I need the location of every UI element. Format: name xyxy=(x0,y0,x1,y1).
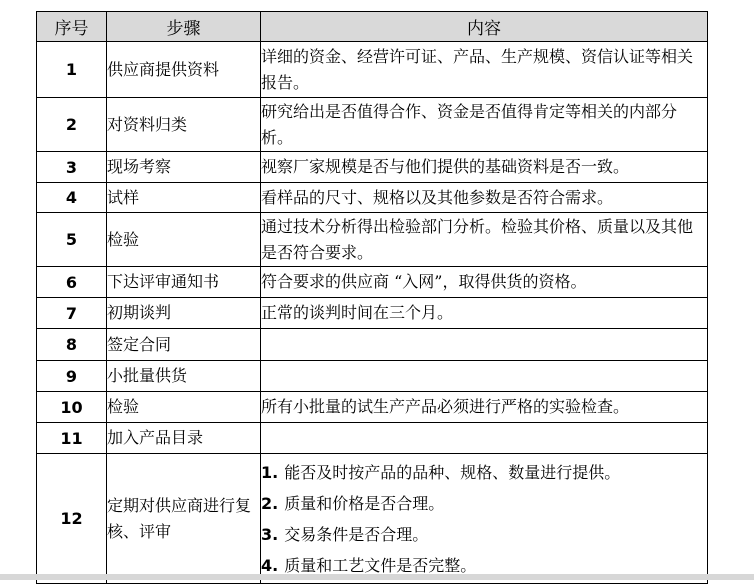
table-row xyxy=(37,361,708,392)
row-number: 8 xyxy=(37,329,107,361)
review-criteria-list xyxy=(261,457,707,581)
table-row xyxy=(37,42,708,98)
row-step: 下达评审通知书 xyxy=(107,267,261,298)
row-number: 7 xyxy=(37,298,107,329)
row-step: 供应商提供资料 xyxy=(107,42,261,98)
row-content: 符合要求的供应商 “入网”，取得供货的资格。 xyxy=(261,267,708,298)
row-number: 3 xyxy=(37,152,107,183)
row-content: 研究给出是否值得合作、资金是否值得肯定等相关的内部分析。 xyxy=(261,98,708,152)
row-content: 看样品的尺寸、规格以及其他参数是否符合需求。 xyxy=(261,183,708,213)
table-row xyxy=(37,454,708,584)
row-step: 初期谈判 xyxy=(107,298,261,329)
row-content: 视察厂家规模是否与他们提供的基础资料是否一致。 xyxy=(261,152,708,183)
header-content: 内容 xyxy=(261,12,708,42)
list-item-text: 交易条件是否合理。 xyxy=(284,524,429,544)
row-step: 对资料归类 xyxy=(107,98,261,152)
table-row xyxy=(37,213,708,267)
row-step: 试样 xyxy=(107,183,261,213)
row-step: 现场考察 xyxy=(107,152,261,183)
list-item-text: 质量和工艺文件是否完整。 xyxy=(284,555,477,575)
table-row xyxy=(37,392,708,423)
list-item-text: 能否及时按产品的品种、规格、数量进行提供。 xyxy=(284,462,621,482)
row-step: 小批量供货 xyxy=(107,361,261,392)
row-content: 通过技术分析得出检验部门分析。检验其价格、质量以及其他是否符合要求。 xyxy=(261,213,708,267)
list-item-number: 1. xyxy=(261,462,279,482)
table-row xyxy=(37,267,708,298)
row-content: 正常的谈判时间在三个月。 xyxy=(261,298,708,329)
row-step: 检验 xyxy=(107,392,261,423)
row-content xyxy=(261,361,708,392)
row-number: 1 xyxy=(37,42,107,98)
list-item xyxy=(261,457,707,488)
row-number: 12 xyxy=(37,454,107,584)
table-row xyxy=(37,423,708,454)
row-number: 5 xyxy=(37,213,107,267)
list-item-number: 2. xyxy=(261,493,279,513)
list-item-number: 3. xyxy=(261,524,279,544)
table-row xyxy=(37,298,708,329)
table-row xyxy=(37,183,708,213)
table-row xyxy=(37,152,708,183)
header-row xyxy=(37,12,708,42)
row-number: 4 xyxy=(37,183,107,213)
row-content xyxy=(261,329,708,361)
header-number: 序号 xyxy=(37,12,107,42)
table-row xyxy=(37,98,708,152)
row-content xyxy=(261,454,708,584)
row-step: 检验 xyxy=(107,213,261,267)
row-number: 2 xyxy=(37,98,107,152)
row-content: 所有小批量的试生产产品必须进行严格的实验检查。 xyxy=(261,392,708,423)
list-item xyxy=(261,488,707,519)
bottom-scroll-strip xyxy=(0,574,754,580)
row-number: 11 xyxy=(37,423,107,454)
row-content: 详细的资金、经营许可证、产品、生产规模、资信认证等相关报告。 xyxy=(261,42,708,98)
list-item xyxy=(261,519,707,550)
list-item-text: 质量和价格是否合理。 xyxy=(284,493,445,513)
table-row xyxy=(37,329,708,361)
header-step: 步骤 xyxy=(107,12,261,42)
row-step: 签定合同 xyxy=(107,329,261,361)
row-step: 加入产品目录 xyxy=(107,423,261,454)
row-number: 9 xyxy=(37,361,107,392)
procedure-table xyxy=(36,11,708,584)
row-step: 定期对供应商进行复核、评审 xyxy=(107,454,261,584)
row-number: 6 xyxy=(37,267,107,298)
row-content xyxy=(261,423,708,454)
row-number: 10 xyxy=(37,392,107,423)
list-item-number: 4. xyxy=(261,555,279,575)
